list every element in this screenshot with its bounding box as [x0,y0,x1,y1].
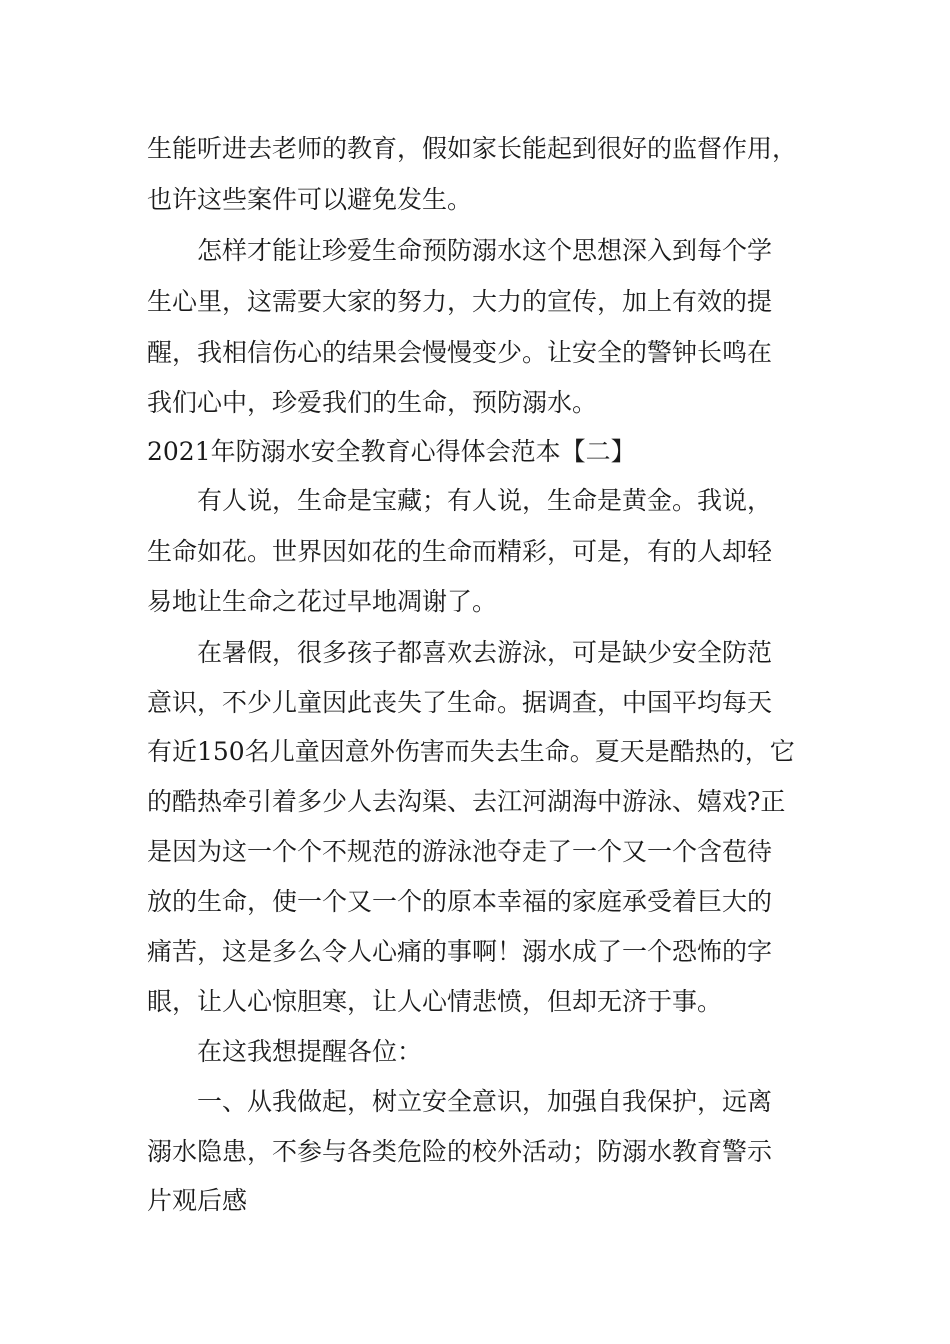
paragraph-start: 有人说，生命是宝藏；有人说，生命是黄金。我说， [197,486,773,515]
text-line: 易地让生命之花过早地凋谢了。 [147,587,498,616]
text-line: 放的生命，使一个又一个的原本幸福的家庭承受着巨大的 [147,887,773,916]
text-line: 也许这些案件可以避免发生。 [147,185,473,214]
text-line: 是因为这一个个不规范的游泳池夺走了一个又一个含苞待 [147,837,773,866]
text-line: 我们心中，珍爱我们的生命，预防溺水。 [147,388,598,417]
text-line: 溺水隐患，不参与各类危险的校外活动；防溺水教育警示 [147,1137,773,1166]
paragraph-start: 在这我想提醒各位： [197,1037,423,1066]
text-line: 醒，我相信伤心的结果会慢慢变少。让安全的警钟长鸣在 [147,338,773,367]
section-heading: 2021年防溺水安全教育心得体会范本【二】 [147,437,636,466]
paragraph-start: 怎样才能让珍爱生命预防溺水这个思想深入到每个学 [197,236,773,265]
text-line: 片观后感 [147,1186,248,1215]
text-line: 生能听进去老师的教育，假如家长能起到很好的监督作用， [147,134,798,163]
paragraph-start: 在暑假，很多孩子都喜欢去游泳，可是缺少安全防范 [197,638,773,667]
text-line: 有近150名儿童因意外伤害而失去生命。夏天是酷热的，它 [147,737,795,766]
text-line: 的酷热牵引着多少人去沟渠、去江河湖海中游泳、嬉戏?正 [147,787,786,816]
text-line: 生心里，这需要大家的努力，大力的宣传，加上有效的提 [147,287,773,316]
text-line: 生命如花。世界因如花的生命而精彩，可是，有的人却轻 [147,537,773,566]
paragraph-start: 一、从我做起，树立安全意识，加强自我保护，远离 [197,1087,773,1116]
text-line: 意识，不少儿童因此丧失了生命。据调查，中国平均每天 [147,688,773,717]
text-line: 痛苦，这是多么令人心痛的事啊！溺水成了一个恐怖的字 [147,937,773,966]
text-line: 眼，让人心惊胆寒，让人心情悲愤，但却无济于事。 [147,987,723,1016]
